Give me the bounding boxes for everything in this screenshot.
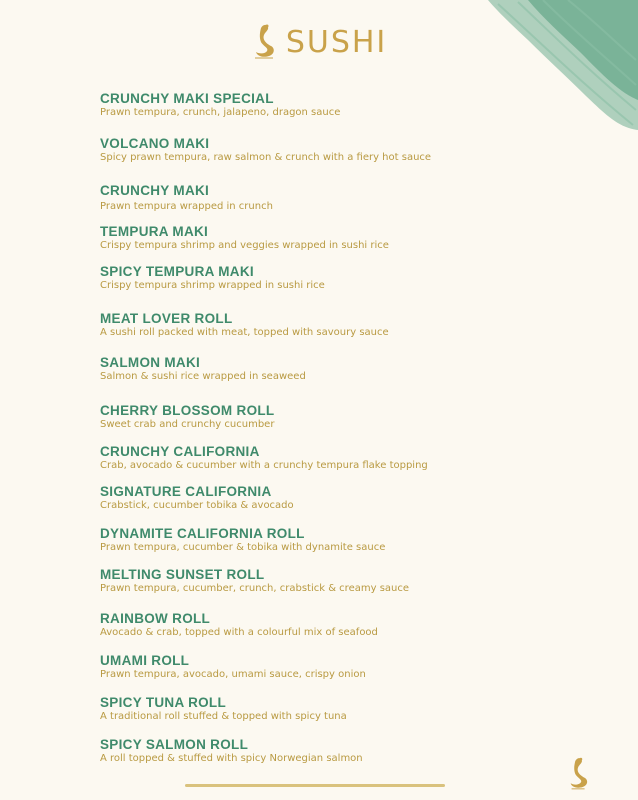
menu-item-description: Prawn tempura wrapped in crunch	[100, 201, 273, 212]
decorative-divider	[185, 784, 445, 787]
menu-item-description: Sweet crab and crunchy cucumber	[100, 419, 275, 430]
menu-item-description: A sushi roll packed with meat, topped with savoury sauce	[100, 327, 389, 338]
menu-item-name: DYNAMITE CALIFORNIA ROLL	[100, 526, 305, 541]
menu-item	[100, 224, 600, 252]
menu-item-description: Prawn tempura, crunch, jalapeno, dragon sauce	[100, 107, 341, 118]
menu-item	[100, 403, 600, 431]
menu-item-description: Crabstick, cucumber tobika & avocado	[100, 500, 294, 511]
menu-item-name: TEMPURA MAKI	[100, 224, 209, 239]
menu-item-description: A roll topped & stuffed with spicy Norwegian salmon	[100, 753, 363, 764]
menu-item-name: RAINBOW ROLL	[100, 611, 211, 626]
menu-item	[100, 526, 600, 554]
menu-item-name: SIGNATURE CALIFORNIA	[100, 484, 272, 499]
menu-item	[100, 183, 600, 213]
menu-item-description: Prawn tempura, avocado, umami sauce, crispy onion	[100, 669, 366, 680]
menu-item-description: Prawn tempura, cucumber & tobika with dynamite sauce	[100, 542, 386, 553]
menu-item	[100, 737, 600, 765]
menu-item	[100, 611, 600, 639]
menu-item	[100, 653, 600, 681]
menu-item	[100, 91, 600, 119]
menu-item-description: Prawn tempura, cucumber, crunch, crabstick & creamy sauce	[100, 583, 410, 594]
menu-item	[100, 136, 600, 164]
menu-item-name: VOLCANO MAKI	[100, 136, 210, 151]
swan-logo-icon	[566, 754, 592, 794]
menu-item-name: SPICY SALMON ROLL	[100, 737, 249, 752]
menu-item-name: UMAMI ROLL	[100, 653, 190, 668]
menu-item	[100, 567, 600, 595]
menu-item-description: Crispy tempura shrimp and veggies wrapped in sushi rice	[100, 240, 389, 251]
menu-item	[100, 264, 600, 292]
menu-item-description: Salmon & sushi rice wrapped in seaweed	[100, 371, 306, 382]
menu-item-description: Crab, avocado & cucumber with a crunchy tempura flake topping	[100, 460, 428, 471]
menu-item-name: CHERRY BLOSSOM ROLL	[100, 403, 275, 418]
menu-item-name: MELTING SUNSET ROLL	[100, 567, 265, 582]
menu-item-name: CRUNCHY CALIFORNIA	[100, 444, 260, 459]
menu-item-description: Crispy tempura shrimp wrapped in sushi rice	[100, 280, 325, 291]
menu-item-description: A traditional roll stuffed & topped with spicy tuna	[100, 711, 347, 722]
menu-item	[100, 444, 600, 472]
menu-item	[100, 484, 600, 512]
menu-item-description: Spicy prawn tempura, raw salmon & crunch with a fiery hot sauce	[100, 152, 432, 163]
menu-item-name: SPICY TEMPURA MAKI	[100, 264, 254, 279]
page-title: SUSHI	[285, 24, 388, 60]
menu-item-description: Avocado & crab, topped with a colourful mix of seafood	[100, 627, 378, 638]
menu-item-name: CRUNCHY MAKI SPECIAL	[100, 91, 274, 106]
menu-item-name: CRUNCHY MAKI	[100, 183, 210, 198]
menu-item-name: SALMON MAKI	[100, 355, 201, 370]
menu-item-name: MEAT LOVER ROLL	[100, 311, 233, 326]
menu-item	[100, 311, 600, 339]
menu-item	[100, 355, 600, 383]
menu-item-name: SPICY TUNA ROLL	[100, 695, 227, 710]
menu-item	[100, 695, 600, 723]
